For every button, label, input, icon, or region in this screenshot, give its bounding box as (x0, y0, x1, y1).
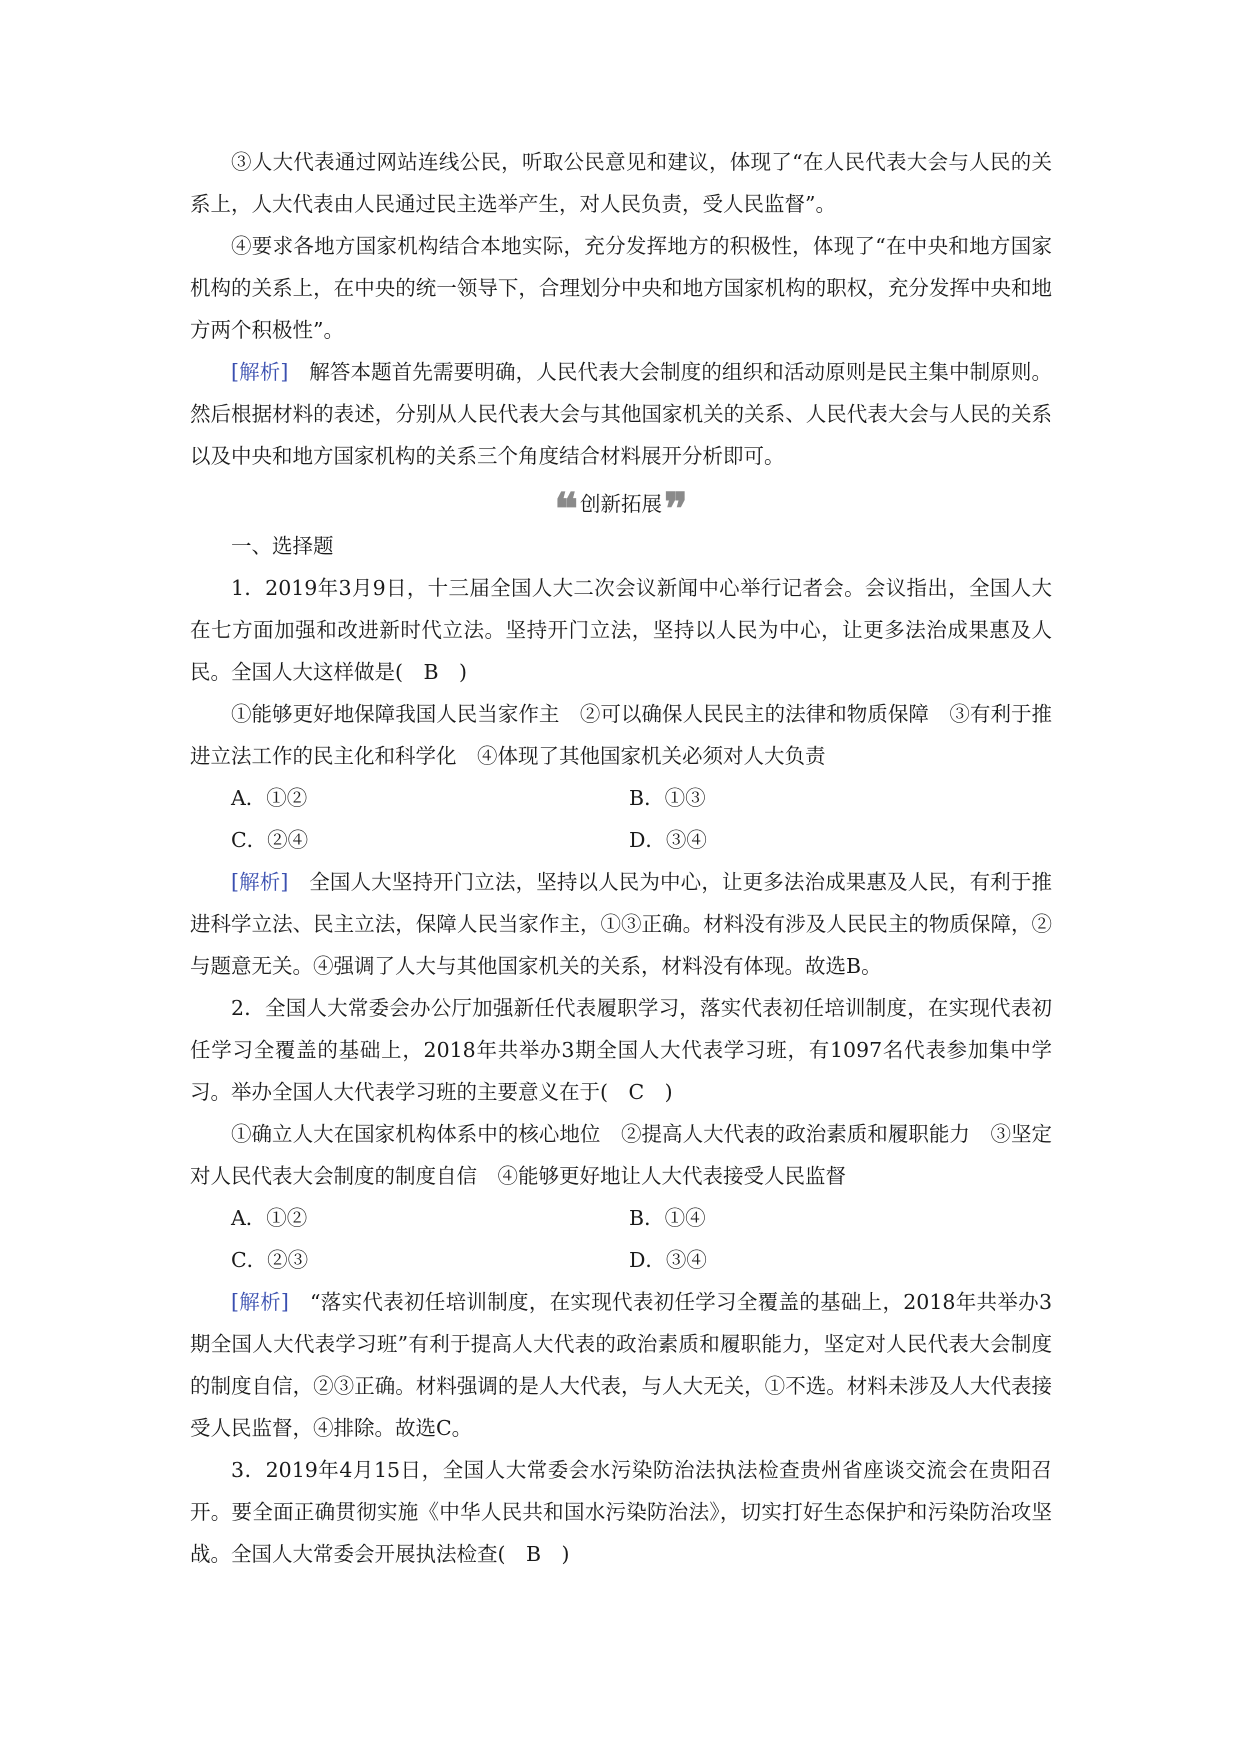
question-1-options-row-1 (190, 777, 1052, 819)
question-2-analysis (190, 1281, 1052, 1449)
section-title: 一、选择题 (231, 534, 334, 558)
option-b: B．①④ (629, 1206, 706, 1230)
option-d: D．③④ (629, 828, 707, 852)
open-quote-icon: ❝ (554, 484, 578, 535)
question-1-items: ①能够更好地保障我国人民当家作主 ②可以确保人民民主的法律和物质保障 ③有利于推进立法工作的民主化和科学化 ④体现了其他国家机关必须对人大负责 (190, 702, 1052, 768)
option-b: B．①③ (629, 786, 706, 810)
question-1-options-row-2 (190, 819, 1052, 861)
analysis-tag: [解析] (231, 1290, 289, 1314)
document-page (190, 141, 1052, 1575)
analysis-tag: [解析] (231, 870, 289, 894)
paragraph-point-3: ③人大代表通过网站连线公民，听取公民意见和建议，体现了“在人民代表大会与人民的关系上，人大代表由人民通过民主选举产生，对人民负责，受人民监督”。 (190, 150, 1052, 216)
analysis-text: 全国人大坚持开门立法，坚持以人民为中心，让更多法治成果惠及人民，有利于推进科学立法、民主立法，保障人民当家作主，①③正确。材料没有涉及人民民主的物质保障，②与题意无关。④强调了人大与其他国家机关的关系，材料没有体现。故选B。 (190, 870, 1053, 978)
banner-title: 创新拓展 (580, 492, 662, 516)
option-a: A．①② (231, 1206, 308, 1230)
question-1-analysis (190, 861, 1052, 987)
paragraph-point-4: ④要求各地方国家机构结合本地实际，充分发挥地方的积极性，体现了“在中央和地方国家机构的关系上，在中央的统一领导下，合理划分中央和地方国家机构的职权，充分发挥中央和地方两个积极性”。 (190, 234, 1052, 342)
section-banner (190, 479, 1052, 535)
question-2-items: ①确立人大在国家机构体系中的核心地位 ②提高人大代表的政治素质和履职能力 ③坚定对人民代表大会制度的制度自信 ④能够更好地让人大代表接受人民监督 (190, 1122, 1052, 1188)
close-quote-icon: ❞ (664, 484, 688, 535)
option-c: C．②④ (231, 828, 309, 852)
question-1-stem: 1．2019年3月9日，十三届全国人大二次会议新闻中心举行记者会。会议指出，全国人大在七方面加强和改进新时代立法。坚持开门立法，坚持以人民为中心，让更多法治成果惠及人民。全国人大这样做是( B ) (190, 576, 1052, 684)
question-3-stem: 3．2019年4月15日，全国人大常委会水污染防治法执法检查贵州省座谈交流会在贵阳召开。要全面正确贯彻实施《中华人民共和国水污染防治法》，切实打好生态保护和污染防治攻坚战。全国人大常委会开展执法检查( B ) (190, 1458, 1052, 1566)
analysis-tag: [解析] (231, 360, 289, 384)
option-a: A．①② (231, 786, 308, 810)
question-2-options-row-1 (190, 1197, 1052, 1239)
question-2-stem: 2．全国人大常委会办公厅加强新任代表履职学习，落实代表初任培训制度，在实现代表初任学习全覆盖的基础上，2018年共举办3期全国人大代表学习班，有1097名代表参加集中学习。举办全国人大代表学习班的主要意义在于( C ) (190, 996, 1052, 1104)
analysis-text: 解答本题首先需要明确，人民代表大会制度的组织和活动原则是民主集中制原则。然后根据材料的表述，分别从人民代表大会与其他国家机关的关系、人民代表大会与人民的关系以及中央和地方国家机构的关系三个角度结合材料展开分析即可。 (190, 360, 1053, 468)
option-d: D．③④ (629, 1248, 707, 1272)
analysis-text: “落实代表初任培训制度，在实现代表初任学习全覆盖的基础上，2018年共举办3期全国人大代表学习班”有利于提高人大代表的政治素质和履职能力，坚定对人民代表大会制度的制度自信，②③正确。材料强调的是人大代表，与人大无关，①不选。材料未涉及人大代表接受人民监督，④排除。故选C。 (190, 1290, 1052, 1440)
analysis-paragraph-intro (190, 351, 1052, 477)
question-2-options-row-2 (190, 1239, 1052, 1281)
option-c: C．②③ (231, 1248, 309, 1272)
